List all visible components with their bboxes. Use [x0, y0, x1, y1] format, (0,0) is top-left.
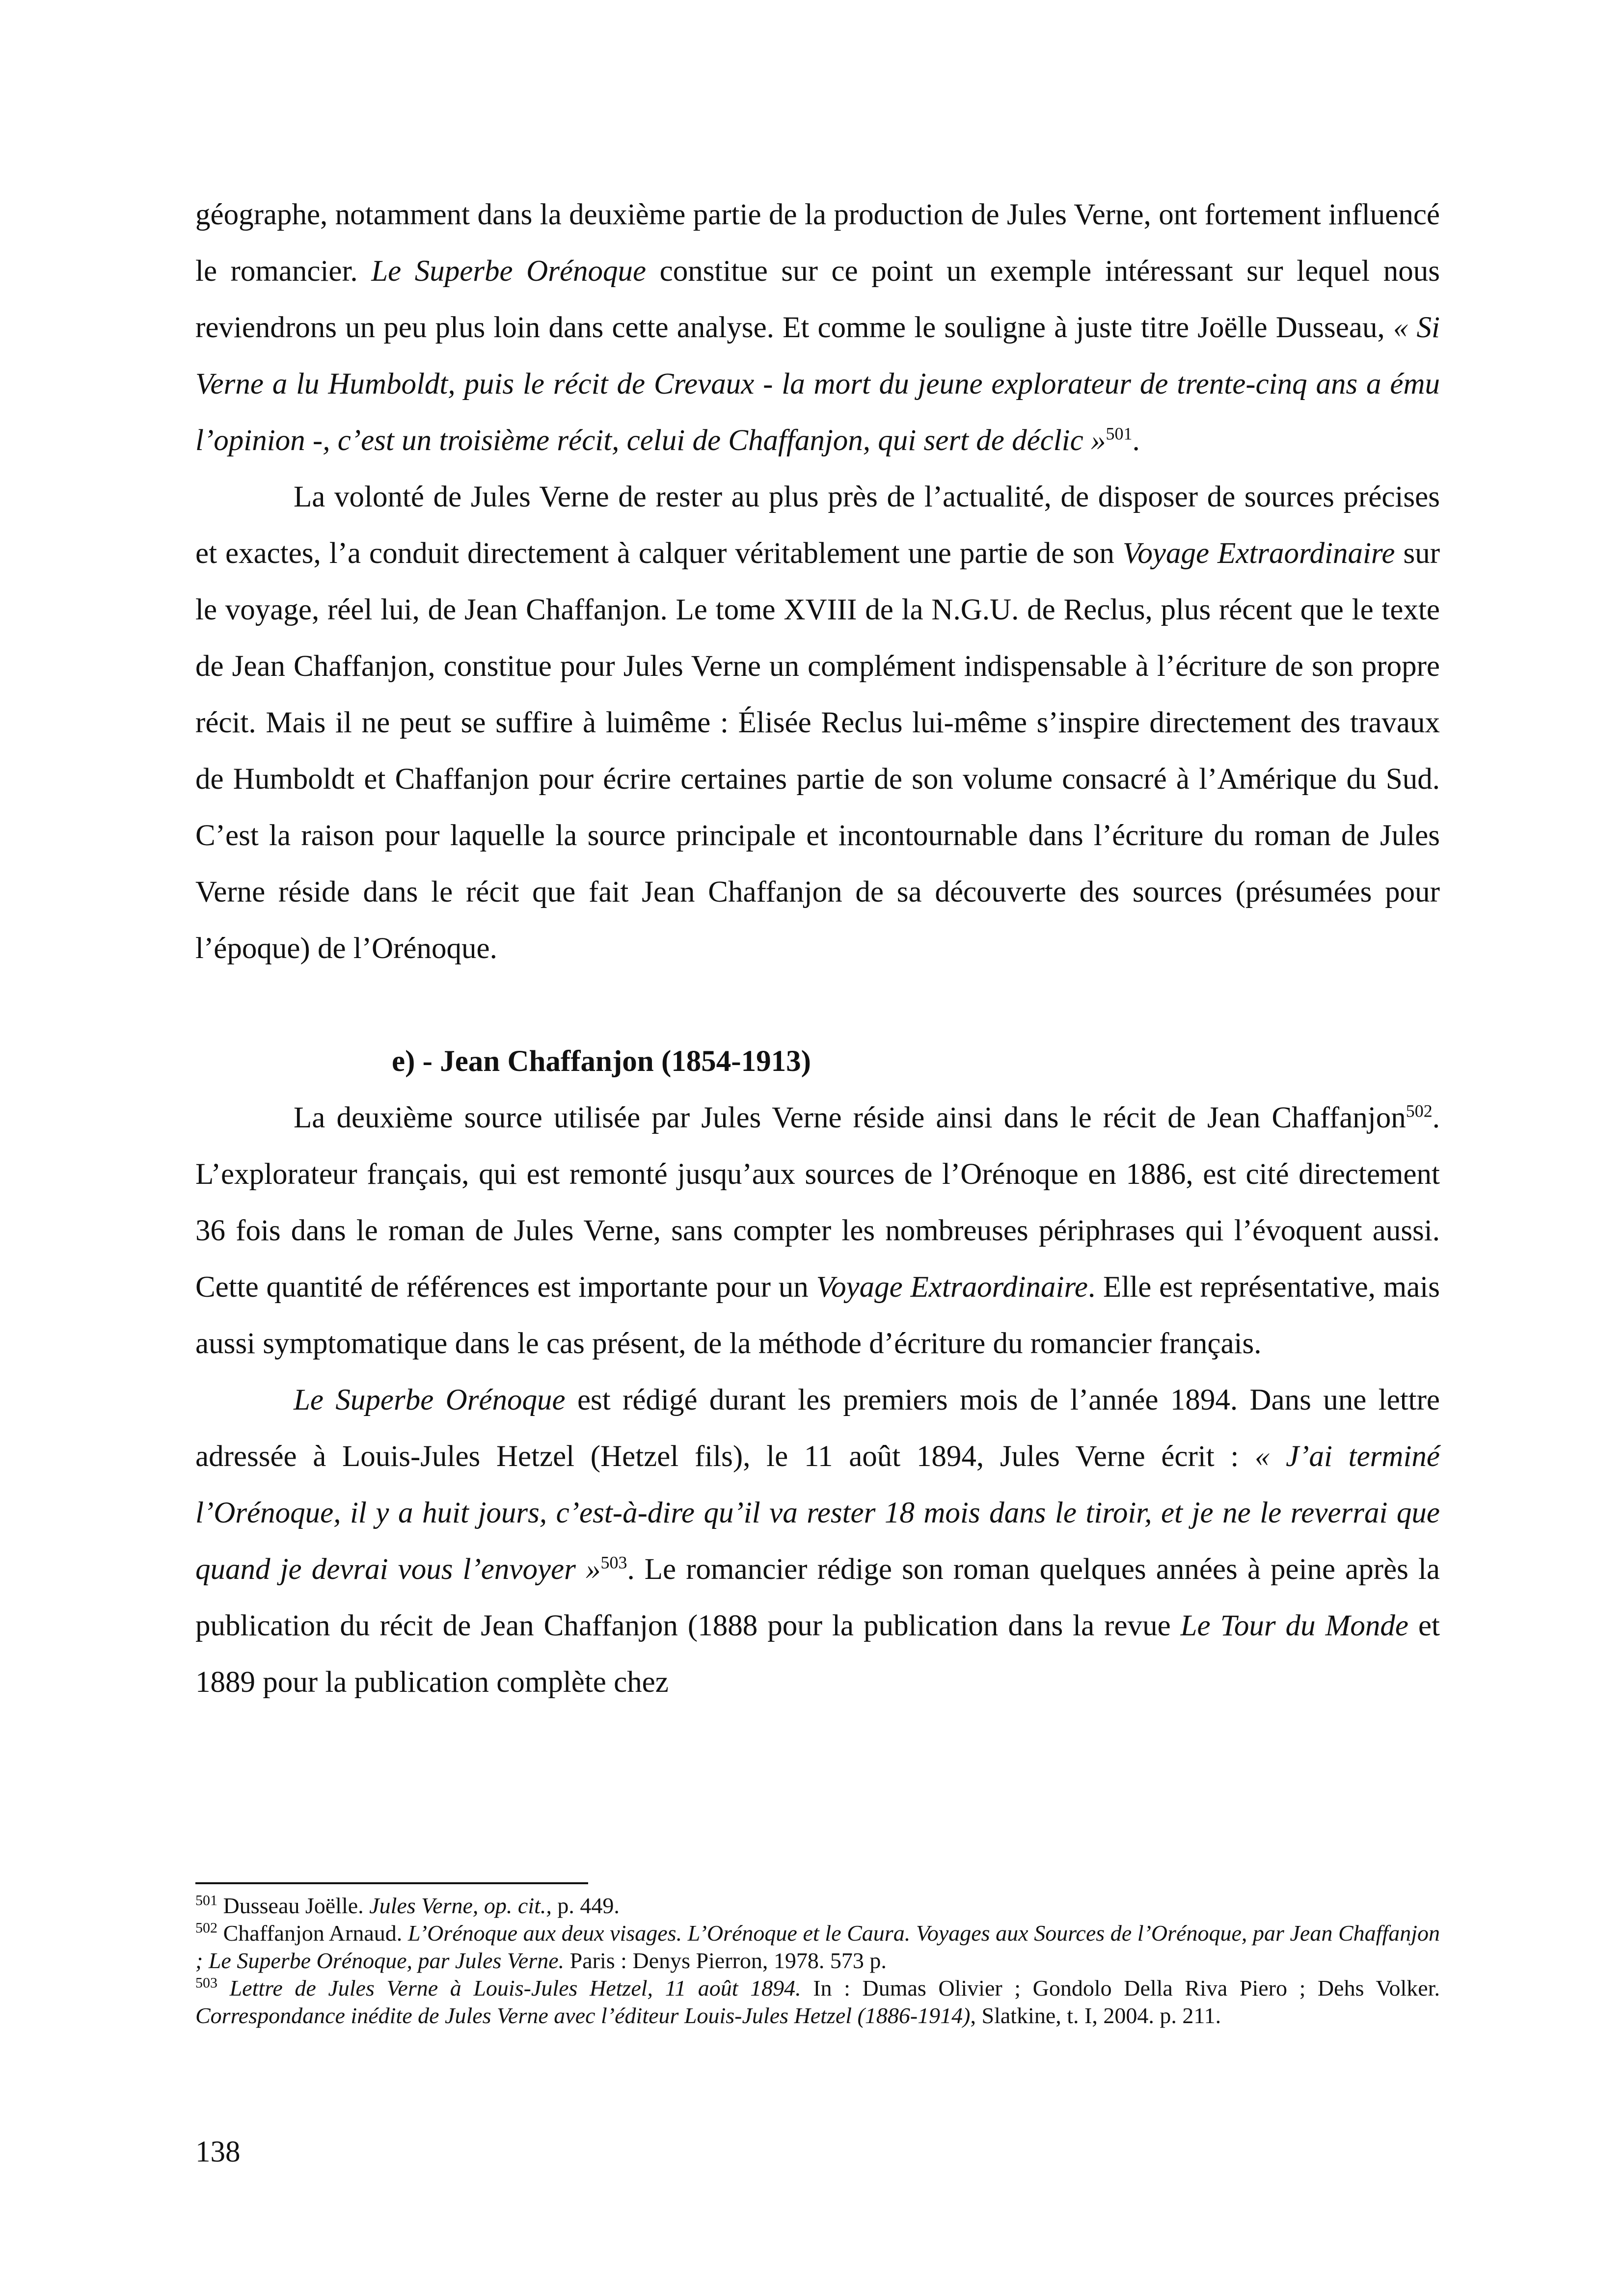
text-span: Paris : Denys Pierron, 1978. 573 p.: [564, 1948, 887, 1973]
book-title: Voyage Extraordinaire: [816, 1271, 1088, 1304]
book-title: Le Superbe Orénoque: [371, 255, 647, 288]
section-gap: [195, 977, 1440, 1033]
text-span: Chaffanjon Arnaud.: [217, 1921, 408, 1946]
main-text: [195, 187, 1440, 1710]
journal-title: Le Tour du Monde: [1180, 1609, 1408, 1642]
quotation: « Si Verne a lu Humboldt, puis le récit de Crevaux - la mort du jeune explorateur de trente-cinq ans a ému l’opinion -, c’est un troisième récit, celui de Chaffanjon, qui sert de déclic »: [195, 311, 1440, 457]
footnote-502: [195, 1920, 1440, 1975]
citation-title: Jules Verne, op. cit.,: [369, 1893, 552, 1918]
footnote-ref-502[interactable]: 502: [1406, 1101, 1433, 1121]
text-span: La deuxième source utilisée par Jules Verne réside ainsi dans le récit de Jean Chaffanjon: [294, 1101, 1406, 1134]
text-span: constitue sur ce point un exemple intéressant sur lequel nous reviendrons un peu plus loin dans cette analyse. Et comme le souligne à juste titre Joëlle Dusseau,: [195, 255, 1440, 344]
text-span: . Elle est représentative, mais aussi symptomatique dans le cas présent, de la méthode d’écriture du romancier français.: [195, 1271, 1440, 1360]
text-span: sur le voyage, réel lui, de Jean Chaffanjon. Le tome XVIII de la N.G.U. de Reclus, plus récent que le texte de Jean Chaffanjon, constitue pour Jules Verne un complément indispensable à l’écriture de son propre récit. Mais il ne peut se suffire à luimême : Élisée Reclus lui-même s’inspire directement des travaux de Humboldt et Chaffanjon pour écrire certaines partie de son volume consacré à l’Amérique du Sud. C’est la raison pour laquelle la source principale et incontournable dans l’écriture du roman de Jules Verne réside dans le récit que fait Jean Chaffanjon de sa découverte des sources (présumées pour l’époque) de l’Orénoque.: [195, 537, 1440, 965]
text-span: .: [1132, 424, 1140, 457]
footnote-ref-503[interactable]: 503: [600, 1552, 627, 1573]
citation-title: L’Orénoque aux deux visages. L’Orénoque et le Caura. Voyages aux Sources de l’Orénoque, par Jean Chaffanjon ; Le Superbe Orénoque, par Jules Verne.: [195, 1921, 1440, 1973]
text-span: géographe, notamment dans la deuxième partie de la production de Jules Verne, ont fortement influencé le romancier.: [195, 198, 1440, 288]
footnote-ref-501[interactable]: 501: [1106, 424, 1133, 444]
footnote-number: 503: [195, 1975, 217, 1991]
footnote-number: 502: [195, 1920, 217, 1936]
footnote-503: [195, 1975, 1440, 2029]
paragraph-4: [195, 1372, 1440, 1710]
text-span: . L’explorateur français, qui est remonté jusqu’aux sources de l’Orénoque en 1886, est cité directement 36 fois dans le roman de Jules Verne, sans compter les nombreuses périphrases qui l’évoquent aussi. Cette quantité de références est importante pour un: [195, 1101, 1440, 1304]
book-title: Voyage Extraordinaire: [1122, 537, 1395, 570]
footnotes: [195, 1892, 1440, 2029]
footnote-divider: [195, 1882, 588, 1884]
footnote-501: [195, 1892, 1440, 1920]
text-span: est rédigé durant les premiers mois de l’année 1894. Dans une lettre adressée à Louis-Jules Hetzel (Hetzel fils), le 11 août 1894, Jules Verne écrit :: [195, 1384, 1440, 1473]
paragraph-3: [195, 1090, 1440, 1372]
text-span: La volonté de Jules Verne de rester au plus près de l’actualité, de disposer de sources précises et exactes, l’a conduit directement à calquer véritablement une partie de son: [195, 481, 1440, 570]
citation-title: Correspondance inédite de Jules Verne avec l’éditeur Louis-Jules Hetzel (1886-1914): [195, 2003, 971, 2028]
paragraph-1: [195, 187, 1440, 469]
quotation: « J’ai terminé l’Orénoque, il y a huit jours, c’est-à-dire qu’il va rester 18 mois dans le tiroir, et je ne le reverrai que quand je devrai vous l’envoyer »: [195, 1440, 1440, 1586]
text-span: . Le romancier rédige son roman quelques années à peine après la publication du récit de Jean Chaffanjon (1888 pour la publication dans la revue: [195, 1553, 1440, 1642]
text-span: et 1889 pour la publication complète chez: [195, 1609, 1440, 1699]
paragraph-2: [195, 469, 1440, 977]
text-span: In : Dumas Olivier ; Gondolo Della Riva Piero ; Dehs Volker.: [801, 1976, 1440, 2001]
page-number: 138: [195, 2136, 241, 2168]
book-title: Le Superbe Orénoque: [294, 1384, 566, 1416]
footnote-number: 501: [195, 1892, 217, 1909]
text-span: , Slatkine, t. I, 2004. p. 211.: [970, 2003, 1221, 2028]
citation-title: Lettre de Jules Verne à Louis-Jules Hetzel, 11 août 1894.: [217, 1976, 801, 2001]
text-span: p. 449.: [551, 1893, 620, 1918]
text-span: Dusseau Joëlle.: [217, 1893, 370, 1918]
section-heading: e) - Jean Chaffanjon (1854-1913): [392, 1045, 811, 1078]
